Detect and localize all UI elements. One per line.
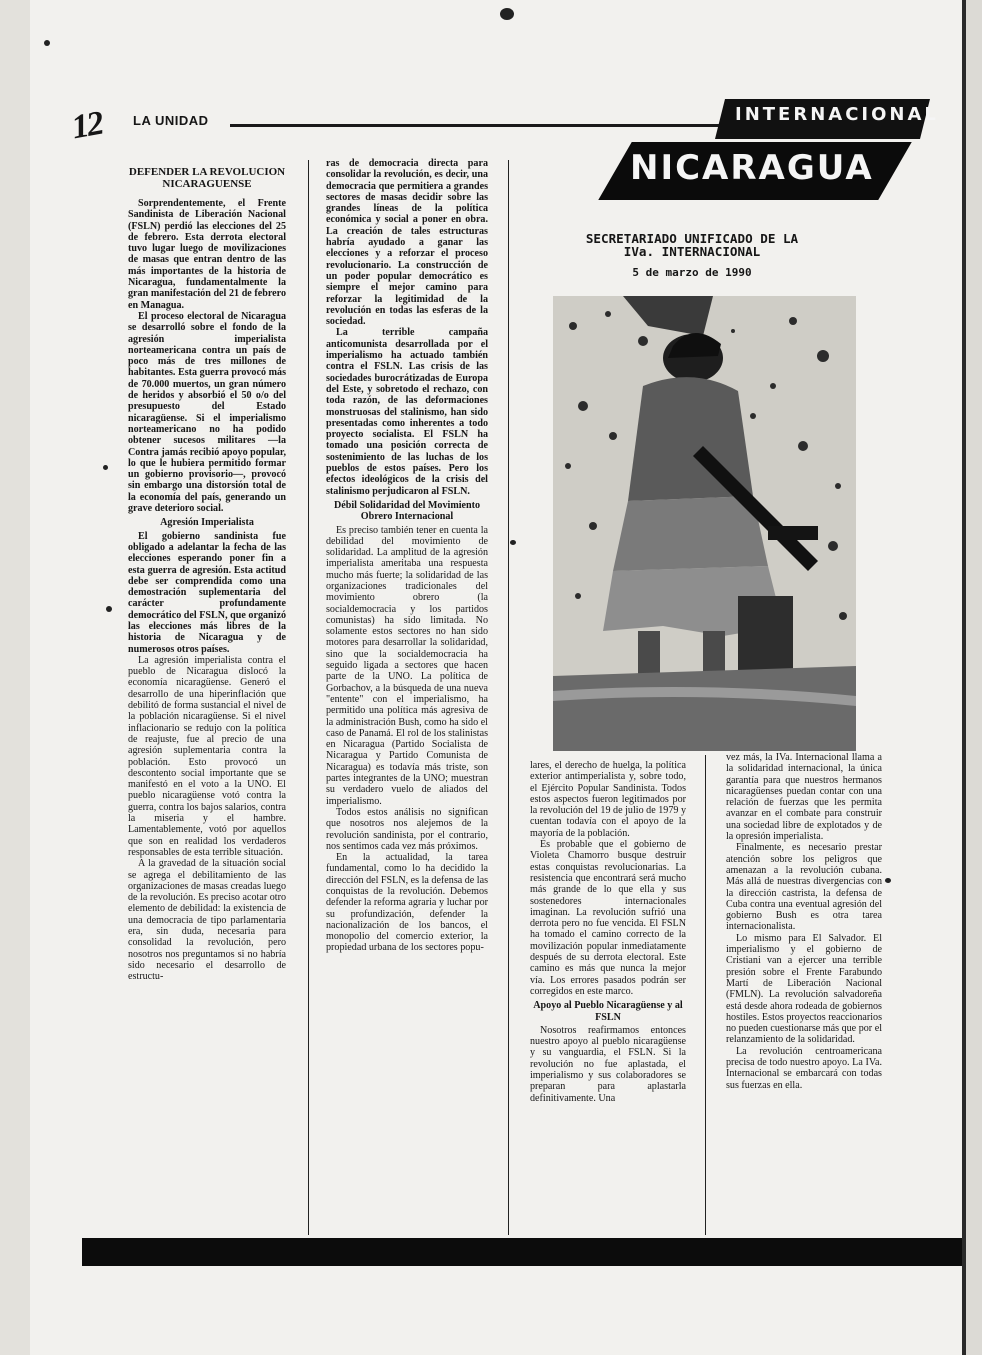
article-column-3: [530, 760, 686, 1232]
page-number: 12: [68, 104, 105, 147]
scan-edge-line: [962, 0, 966, 1355]
subhead-agresion-imperialista: Agresión Imperialista: [160, 517, 254, 529]
statement-date: 5 de marzo de 1990: [632, 266, 752, 279]
country-label: NICARAGUA: [630, 148, 874, 188]
scan-speck: [44, 40, 50, 46]
col3-paragraph-2: Es probable que el gobierno de Violeta Chamorro busque destruir estas conquistas revolucionarias. La resistencia que encontrará será mucho más grande de lo que ella y sus sostenedores internacionales imaginan. La revolución sufrió una derrota pero no fue vencida. El FSLN ha tomado el camino correcto de la movilización popular inmediatamente después de su derrota electoral. Este camino es más que nunca la mejor vía. Los errores pasados podrán ser corregidos en este marco.: [530, 839, 686, 997]
scan-speck: [500, 8, 514, 20]
scan-left-margin: [0, 0, 30, 1355]
col2-paragraph-1: ras de democracia directa para consolidar la revolución, es decir, una democracia que permitiera a grandes sectores de masas decidir sobre las grandes líneas de la política económica y social a poner en obra. La creación de tales estructuras habría ayudado a ganar las elecciones y a reforzar el proceso revolucionario. La construcción de un poder popular democrático es siempre el mejor camino para reforzar la legitimidad de la revolución en todas las esferas de la sociedad.: [326, 158, 488, 328]
secretariat-byline: SECRETARIADO UNIFICADO DE LA IVa. INTERNACIONAL: [585, 231, 799, 259]
scan-speck: [510, 540, 516, 545]
col1-paragraph-3: El gobierno sandinista fue obligado a adelantar la fecha de las elecciones esperando poner fin a esta guerra de agresión. Esta actitud debe ser comprendida como una demostración suplementaria del carácter profundamente democrático del FSLN, que organizó las elecciones más libres de la historia de Nicaragua y de numerosos otros países.: [128, 530, 286, 655]
col1-paragraph-1: Sorprendentemente, el Frente Sandinista de Liberación Nacional (FSLN) perdió las elecciones del 25 de febrero. Esta derrota electoral tuvo lugar luego de movilizaciones de masas que entran dentro de las más importantes de la historia de Nicaragua, fundamentalmente la gran manifestación del 21 de febrero en Managua.: [128, 198, 286, 311]
col4-paragraph-3: Lo mismo para El Salvador. El imperialismo y el gobierno de Cristiani van a ejercer una terrible presión sobre el Frente Farabundo Martí de Liberación Nacional (FMLN). La revolución salvadoreña está desde ahora rodeada de gobiernos hostiles. Estos proyectos reaccionarios no pueden cuestionarse más que por el relanzamiento de la solidaridad.: [726, 932, 882, 1046]
section-label: INTERNACIONAL: [735, 104, 939, 125]
photo-guerrilla-fighter: [553, 296, 856, 751]
newspaper-name: LA UNIDAD: [133, 113, 209, 128]
scan-speck: [885, 878, 891, 883]
col1-paragraph-5: A la gravedad de la situación social se agrega el debilitamiento de las organizaciones de masas creadas luego de la revolución. Es preciso acotar otro elemento de debilidad: la existencia de una democracia de tipo parlamentaria era, sin duda, necesaria para consolidad la revolución, pero nosotros nos preguntamos si no habría sido necesario el desarrollo de estructu-: [128, 858, 286, 983]
bottom-black-band: [82, 1238, 962, 1266]
article-column-1: [128, 166, 286, 1236]
article-column-2: [326, 158, 488, 1240]
scan-speck: [103, 465, 108, 470]
col4-paragraph-2: Finalmente, es necesario prestar atención sobre los peligros que amenazan a la revolución cubana. Más allá de nuestras divergencias con la dirección castrista, la defensa de Cuba contra una eventual agresión del gobierno Bush es otra tarea internacionalista.: [726, 842, 882, 933]
col1-paragraph-4: La agresión imperialista contra el pueblo de Nicaragua dislocó la economía nicaragüense. Generó el desarrollo de una hiperinflación que debilitó de forma sustancial el nivel de la población nicaragüense. Si el nivel inflacionario se redujo con la política de reajuste, fue al precio de una agresión suplementaria contra la población. Esto provocó un descontento social importante que se manifestó en el voto a la UNO. El pueblo nicaragüense votó contra la guerra, contra los bajos salarios, contra la miseria y el hambre. Lamentablemente, votó por aquellos que son en realidad los verdaderos responsables de esta terrible situación.: [128, 654, 286, 858]
col2-paragraph-4: Todos estos análisis no significan que nosotros nos alejemos de la revolución sandinista, por el contrario, nos sentimos cada vez más próximos.: [326, 806, 488, 852]
subhead-apoyo-al-pueblo: Apoyo al Pueblo Nicaragüense y al FSLN: [533, 1000, 683, 1023]
col2-paragraph-5: En la actualidad, la tarea fundamental, como lo ha decidido la dirección del FSLN, es la defensa de las conquistas de la revolución. Debemos defender la reforma agraria y luchar por su profundización, defender la nacionalización de los bancos, el monopolio del comercio exterior, la propiedad urbana de los sectores popu-: [326, 852, 488, 954]
column-rule: [508, 160, 509, 1235]
scan-speck: [106, 606, 112, 612]
header-rule: [230, 124, 750, 127]
article-column-4: [726, 752, 882, 1232]
col3-paragraph-3: Nosotros reafirmamos entonces nuestro apoyo al pueblo nicaragüense y su vanguardia, el FSLN. Si la revolución no fue aplastada, el imperialismo y sus colaboradores se preparan para aplastarla definitivamente. Una: [530, 1024, 686, 1104]
col1-paragraph-2: El proceso electoral de Nicaragua se desarrolló sobre el fondo de la agresión imperialista norteamericana contra un país de poco más de tres millones de habitantes. Esta guerra provocó más de 70.000 muertos, un gran número de heridos y absorbió el 50 o/o del presupuesto del Estado nicaragüense. Si el imperialismo norteamericano no ha podido obtener sucesos militares —la Contra jamás recibió apoyo popular, lo que le hubiera permitido formar un gobierno provisorio—, provocó sin embargo una distorsión total de la economía del país, generando un grave deterioro social.: [128, 310, 286, 515]
col3-paragraph-1: lares, el derecho de huelga, la política exterior antimperialista y, sobre todo, el Ejército Popular Sandinista. Todos estos aspectos fueron legitimados por la revolución del 19 de julio de 1979 y cuentan todavía con el apoyo de la mayoría de la población.: [530, 760, 686, 839]
article-headline: DEFENDER LA REVOLUCION NICARAGUENSE: [128, 166, 286, 190]
col2-paragraph-2: La terrible campaña anticomunista desarrollada por el imperialismo ha actuado también contra el FSLN. Las crisis de las sociedades burocrátizadas de Europa del Este, y sobretodo el rechazo, con toda razón, de las deformaciones monstruosas del stalinismo, han sido presentadas como inherentes a todo proyecto socialista. El FSLN ha tomado una posición correcta de sostenimiento de las luchas de los pueblos de estos países. Pero los efectos ideológicos de la crisis del stalinismo perjudicaron al FSLN.: [326, 327, 488, 497]
col4-paragraph-4: La revolución centroamericana precisa de todo nuestro apoyo. La IVa. Internacional se embarcará con todas sus fuerzas en ella.: [726, 1045, 882, 1091]
col4-paragraph-1: vez más, la IVa. Internacional llama a la solidaridad internacional, la única garantía para que nuestros hermanos nicaragüenses puedan contar con una relación de fuerzas que les permita avanzar en el combate para construir una sociedad libre de explotados y de la opresión imperialista.: [726, 752, 882, 843]
column-rule: [308, 160, 309, 1235]
column-rule: [705, 755, 706, 1235]
col2-paragraph-3: Es preciso también tener en cuenta la debilidad del movimiento de solidaridad. La amplitud de la agresión imperialista ameritaba una respuesta mucho más fuerte; la solidaridad de las organizaciones tradicionales del movimiento obrero (la socialdemocracia y los partidos comunistas) ha sido limitada. No solamente estos sectores no han sido motores para desarrollar la solidaridad, sino que la socialdemocracia ha seguido ligada a sectores que hacen parte de la UNO. La política de Gorbachov, a la búsqueda de una nueva "entente" con el imperialismo, ha permitido una política más agresiva de la administración Bush, como ha sido el caso de Panamá. El rol de los stalinistas en Nicaragua (Partido Socialista de Nicaragua y Partido Comunista de Nicaragua) es todavía más triste, son partes integrantes de la UNO; muestran su verdadero vuelo de aliados del imperialismo.: [326, 524, 488, 807]
subhead-debil-solidaridad: Débil Solidaridad del Movimiento Obrero Internacional: [333, 499, 481, 523]
